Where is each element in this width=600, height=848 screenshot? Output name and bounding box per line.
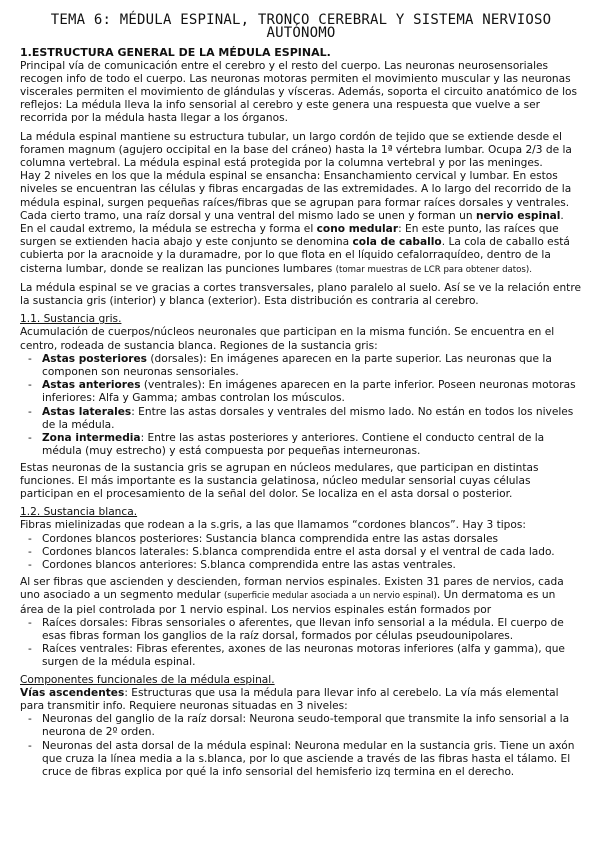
list-item: - Cordones blancos laterales: S.blanca comprendida entre el asta dorsal y el ventral de cada lado.	[42, 546, 582, 559]
list-item: - Raíces ventrales: Fibras eferentes, axones de las neuronas motoras inferiores (alfa y gamma), que surgen de la médula espinal.	[42, 643, 582, 669]
paragraph: Fibras mielinizadas que rodean a la s.gris, a las que llamamos “cordones blancos”. Hay 3 tipos:	[20, 519, 526, 532]
ascending-pathway-list	[20, 713, 582, 779]
list-item-text: : Entre las astas posteriores y anteriores. Contiene el conducto central de la médula (muy estrecho) y está compuesta por pequeñas interneuronas.	[42, 432, 545, 458]
paragraph: Principal vía de comunicación entre el cerebro y el resto del cuerpo. Las neuronas neurosensoriales recogen info de todo el cuerpo. Las neuronas motoras permiten el movimiento muscular y las neuronas viscerales permiten el movimiento de glándulas y vísceras. Además, soporta el circuito anatómico de los reflejos: La médula lleva la info sensorial al cerebro y este genera una respuesta que vuelve a ser recorrida por la médula hasta llegar a los órganos.	[20, 59, 578, 125]
bold-term: Vías ascendentes	[20, 686, 125, 699]
paragraph-text: : Estructuras que usa la médula para llevar info al cerebelo. La vía más elemental para transmitir info. Requiere neuronas situadas en 3 niveles:	[20, 686, 559, 712]
section-heading: 1.ESTRUCTURA GENERAL DE LA MÉDULA ESPINAL.	[20, 46, 331, 60]
bold-term: Astas laterales	[42, 405, 132, 418]
list-item	[42, 353, 582, 379]
bold-term: Zona intermedia	[42, 432, 141, 445]
paragraph: Acumulación de cuerpos/núcleos neuronales que participan en la misma función. Se encuentra en el centro, rodeada de sustancia blanca. Regiones de la sustancia gris:	[20, 326, 555, 352]
list-item	[42, 406, 582, 432]
paragraph	[20, 170, 582, 223]
bold-term: Astas anteriores	[42, 379, 141, 392]
subsection-heading: Componentes funcionales de la médula espinal.	[20, 673, 275, 686]
paragraph-text: Al ser fibras que ascienden y descienden, forman nervios espinales. Existen 31 pares de nervios, cada uno asociado a un segmento medular	[20, 576, 564, 602]
small-note: (tomar muestras de LCR para obtener datos).	[335, 264, 532, 275]
paragraph-text: .	[560, 209, 564, 222]
paragraph-text: En el caudal extremo, la médula se estrecha y forma el	[20, 223, 317, 236]
list-item: - Cordones blancos anteriores: S.blanca comprendida entre las astas ventrales.	[42, 559, 582, 572]
paragraph-text: La médula espinal mantiene su estructura tubular, un largo cordón de tejido que se extiende desde el foramen magnum (agujero occipital en la base del cráneo) hasta la 1ª vértebra lumbar. Ocupa 2/3 de la columna vertebral. La médula espinal está protegida por la columna vertebral y por las meninges.	[20, 130, 572, 170]
paragraph-text: Hay 2 niveles en los que la médula espinal se ensancha: Ensanchamiento cervical y lumbar. En estos niveles se encuentran las células y fibras encargadas de las extremidades. A lo largo del recorrido de la médula espinal, surgen pequeñas raíces/fibras que se agrupan para formar raíces dorsales y ventrales. Cada cierto tramo, una raíz dorsal y una ventral del mismo lado se unen y forman un	[20, 170, 572, 222]
list-item-text: (dorsales): En imágenes aparecen en la parte superior. Las neuronas que la componen son neuronas sensoriales.	[42, 352, 552, 379]
gray-matter-list	[20, 353, 582, 459]
list-item	[42, 379, 582, 405]
page-title: TEMA 6: MÉDULA ESPINAL, TRONCO CEREBRAL Y SISTEMA NERVIOSO AUTÓNOMO	[50, 12, 552, 42]
subsection-heading: 1.1. Sustancia gris.	[20, 313, 122, 326]
bold-term: cola de caballo	[352, 236, 442, 249]
paragraph: La médula espinal se ve gracias a cortes transversales, plano paralelo al suelo. Así se ve la relación entre la sustancia gris (interior) y blanca (exterior). Esta distribución es contraria al cerebro.	[20, 281, 581, 308]
list-item: - Neuronas del asta dorsal de la médula espinal: Neurona medular en la sustancia gris. Tiene un axón que cruza la línea media a la s.blanca, por lo que asciende a través de las fibras hasta el tálamo. El cruce de fibras explica por qué la info sensorial del hemisferio izq termina en el derecho.	[42, 740, 582, 780]
list-item: - Cordones blancos posteriores: Sustancia blanca comprendida entre las astas dorsales	[42, 533, 582, 546]
paragraph	[20, 131, 582, 171]
subsection-heading: 1.2. Sustancia blanca.	[20, 506, 138, 519]
paragraph	[20, 576, 582, 617]
paragraph	[20, 687, 582, 713]
paragraph: Estas neuronas de la sustancia gris se agrupan en núcleos medulares, que participan en distintas funciones. El más importante es la sustancia gelatinosa, núcleo medular sensorial cuyas células participan en el procesamiento de la señal del dolor. Se localiza en el asta dorsal o posterior.	[20, 461, 539, 500]
small-note: (superficie medular asociada a un nervio espinal)	[224, 591, 437, 602]
list-item-text: : Entre las astas dorsales y ventrales del mismo lado. No están en todos los niveles de la médula.	[42, 405, 574, 431]
paragraph-text: . Un dermatoma es un área de la piel controlada por 1 nervio espinal. Los nervios espinales están formados por	[20, 589, 556, 616]
white-matter-list	[20, 533, 582, 573]
spinal-roots-list	[20, 617, 582, 670]
list-item-text: (ventrales): En imágenes aparecen en la parte inferior. Poseen neuronas motoras inferiores: Alfa y Gamma; ambas controlan los músculos.	[42, 379, 576, 405]
bold-term: cono medular	[316, 223, 399, 236]
paragraph	[20, 223, 582, 277]
paragraph-text: . La cola de caballo está cubierta por la aracnoide y la duramadre, por lo que flota en el líquido cefalorraquídeo, dentro de la cisterna lumbar, donde se realizan las punciones lumbares	[20, 236, 570, 275]
bold-term: nervio espinal	[475, 209, 561, 222]
bold-term: Astas posteriores	[42, 352, 147, 365]
list-item: - Raíces dorsales: Fibras sensoriales o aferentes, que llevan info sensorial a la médula. El cuerpo de esas fibras forman los ganglios de la raíz dorsal, formados por células pseudounipolares.	[42, 617, 582, 643]
list-item	[42, 432, 582, 458]
paragraph-text: : En este punto, las raíces que surgen se extienden hacia abajo y este conjunto se denomina	[20, 223, 559, 249]
list-item: - Neuronas del ganglio de la raíz dorsal: Neurona seudo-temporal que transmite la info sensorial a la neurona de 2º orden.	[42, 713, 582, 739]
